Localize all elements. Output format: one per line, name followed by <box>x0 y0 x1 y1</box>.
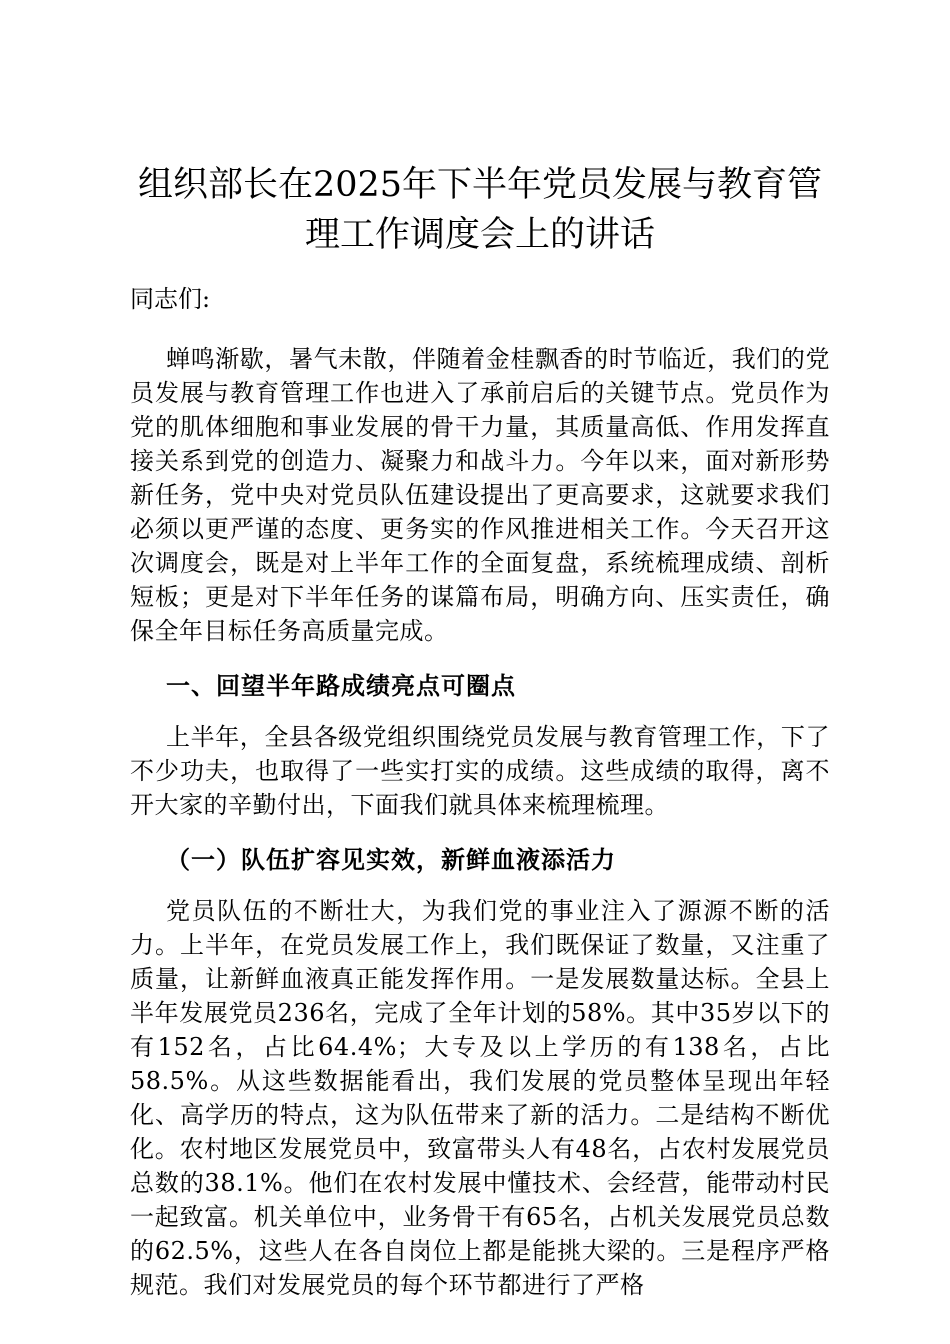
subsection-1-paragraph: 党员队伍的不断壮大，为我们党的事业注入了源源不断的活力。上半年，在党员发展工作上，我们既保证了数量，又注重了质量，让新鲜血液真正能发挥作用。一是发展数量达标。全县上半年发展党员236名，完成了全年计划的58%。其中35岁以下的有152名，占比64.4%；大专及以上学历的有138名，占比58.5%。从这些数据能看出，我们发展的党员整体呈现出年轻化、高学历的特点，这为队伍带来了新的活力。二是结构不断优化。农村地区发展党员中，致富带头人有48名，占农村发展党员总数的38.1%。他们在农村发展中懂技术、会经营，能带动村民一起致富。机关单位中，业务骨干有65名，占机关发展党员总数的62.5%，这些人在各自岗位上都是能挑大梁的。三是程序严格规范。我们对发展党员的每个环节都进行了严格 <box>130 897 830 1299</box>
section-1-heading: 一、回望半年路成绩亮点可圈点 <box>166 672 516 700</box>
intro-paragraph: 蝉鸣渐歇，暑气未散，伴随着金桂飘香的时节临近，我们的党员发展与教育管理工作也进入了承前启后的关键节点。党员作为党的肌体细胞和事业发展的骨干力量，其质量高低、作用发挥直接关系到党的创造力、凝聚力和战斗力。今年以来，面对新形势新任务，党中央对党员队伍建设提出了更高要求，这就要求我们必须以更严谨的态度、更务实的作风推进相关工作。今天召开这次调度会，既是对上半年工作的全面复盘，系统梳理成绩、剖析短板；更是对下半年任务的谋篇布局，明确方向、压实责任，确保全年目标任务高质量完成。 <box>130 345 830 645</box>
document-title: 组织部长在2025年下半年党员发展与教育管理工作调度会上的讲话 <box>137 165 823 255</box>
subsection-1-heading: （一）队伍扩容见实效，新鲜血液添活力 <box>166 846 616 874</box>
section-1-paragraph: 上半年，全县各级党组织围绕党员发展与教育管理工作，下了不少功夫，也取得了一些实打实的成绩。这些成绩的取得，离不开大家的辛勤付出，下面我们就具体来梳理梳理。 <box>130 723 830 819</box>
greeting: 同志们: <box>130 285 211 313</box>
document-page <box>130 160 830 1302</box>
